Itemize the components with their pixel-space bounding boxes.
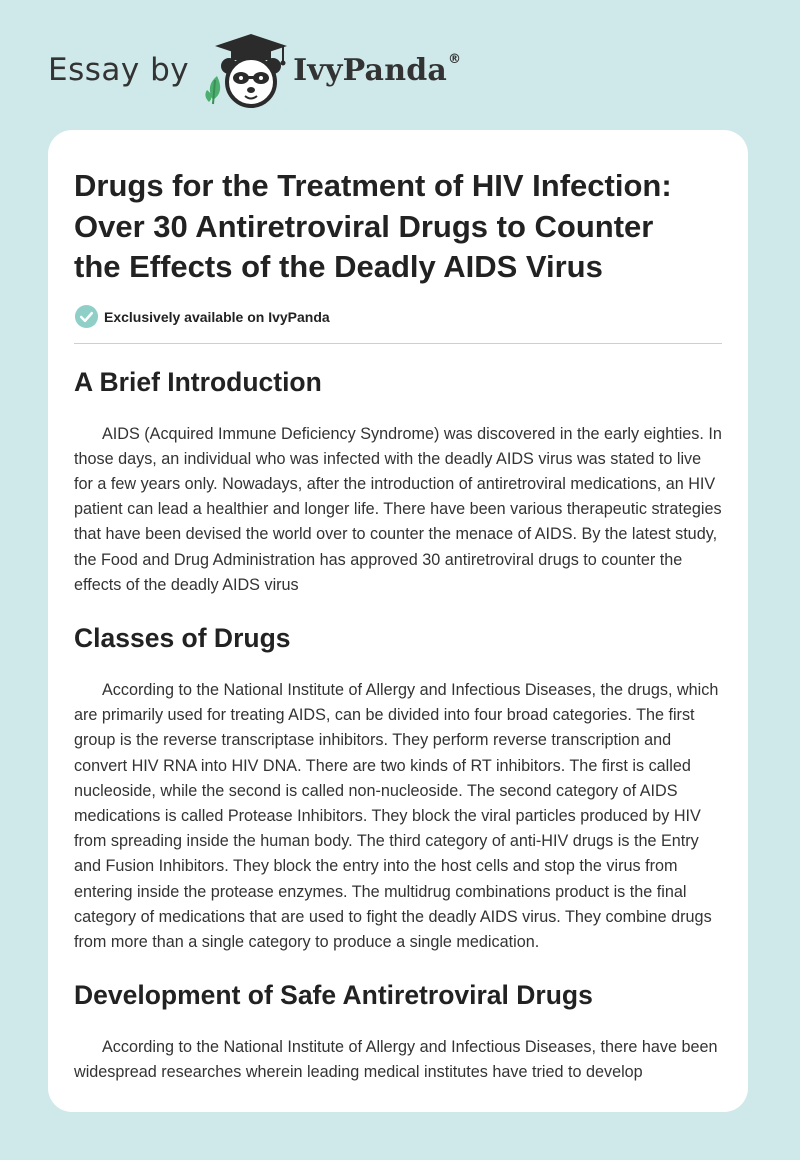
brand-name: IvyPanda	[293, 52, 448, 88]
brand-prefix: Essay by	[48, 52, 190, 88]
title-divider	[74, 343, 722, 344]
section-heading-introduction: A Brief Introduction	[74, 366, 322, 397]
brand-logo[interactable]	[48, 34, 461, 106]
essay-title-line-2: Over 30 Antiretroviral Drugs to Counter	[74, 208, 654, 244]
essay-title-line-1: Drugs for the Treatment of HIV Infection:	[74, 168, 672, 203]
check-circle-icon	[74, 304, 99, 329]
essay-card	[48, 130, 748, 1112]
section-paragraph-introduction: AIDS (Acquired Immune Deficiency Syndrome) was discovered in the early eighties. In those days, an individual who was infected with the deadly AIDS virus was stated to live for a few years only. Nowadays, after the introduction of antiretroviral medications, an HIV patient can lead a healthier and longer life. There have been various therapeutic strategies that have been devised the world over to counter the menace of AIDS. By the latest study, the Food and Drug Administration has approved 30 antiretroviral drugs to counter the effects of the deadly AIDS virus	[74, 424, 722, 594]
section-paragraph-classes: According to the National Institute of Allergy and Infectious Diseases, the drugs, which are primarily used for treating AIDS, can be divided into four broad categories. The first group is the reverse transcriptase inhibitors. They perform reverse transcription and convert HIV RNA into HIV DNA. There are two kinds of RT inhibitors. The first is called nucleoside, while the second is called non-nucleoside. The second category of AIDS medications is called Protease Inhibitors. They block the viral particles produced by HIV from spreading inside the human body. The third category of anti-HIV drugs is the Entry and Fusion Inhibitors. They block the entry into the host cells and stop the virus from entering inside the protease enzymes. The multidrug combinations product is the final category of medications that are used to fight the deadly AIDS virus. They combine drugs from more than a single category to produce a single medication.	[74, 680, 719, 951]
registered-mark: ®	[448, 52, 462, 67]
panda-mascot-icon	[203, 32, 287, 108]
exclusive-label: Exclusively available on IvyPanda	[104, 308, 330, 325]
exclusive-badge	[74, 304, 722, 330]
section-paragraph-development: According to the National Institute of Allergy and Infectious Diseases, there have been widespread researches wherein leading medical institutes have tried to develop	[74, 1038, 718, 1082]
section-heading-classes: Classes of Drugs	[74, 622, 291, 653]
essay-title-line-3: the Effects of the Deadly AIDS Virus	[74, 249, 603, 284]
essay-title	[74, 166, 722, 288]
section-heading-development: Development of Safe Antiretroviral Drugs	[74, 980, 593, 1011]
